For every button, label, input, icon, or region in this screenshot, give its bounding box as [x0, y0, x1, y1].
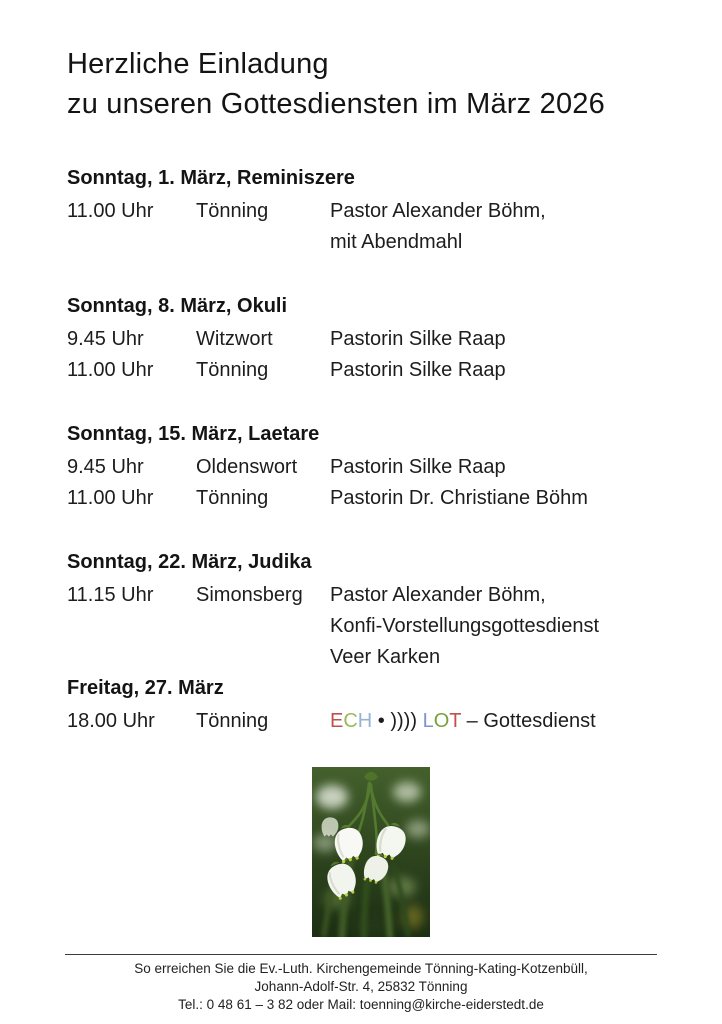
echolot-segment: • )))) [372, 710, 423, 732]
service-row [67, 706, 674, 737]
service-day-heading: Sonntag, 22. März, Judika [67, 551, 312, 573]
flower-photo [312, 767, 430, 937]
title-line-2: zu unseren Gottesdiensten im März 2026 [67, 88, 605, 120]
footer-line-1: So erreichen Sie die Ev.-Luth. Kirchengemeinde Tönning-Kating-Kotzenbüll, [134, 961, 588, 976]
service-detail: Pastorin Dr. Christiane Böhm [330, 487, 588, 509]
service-time: 9.45 Uhr [67, 456, 144, 478]
page-title [67, 44, 674, 124]
service-detail: Pastorin Silke Raap [330, 328, 506, 350]
service-place: Witzwort [196, 328, 273, 350]
footer-line-3: Tel.: 0 48 61 – 3 82 oder Mail: toenning@kirche-eiderstedt.de [178, 997, 544, 1012]
service-time: 11.00 Uhr [67, 200, 154, 222]
service-place: Simonsberg [196, 584, 303, 606]
service-day-heading: Sonntag, 15. März, Laetare [67, 423, 320, 445]
service-day-heading: Sonntag, 1. März, Reminiszere [67, 167, 355, 189]
service-time: 11.15 Uhr [67, 584, 154, 606]
echolot-segment: T [449, 710, 462, 732]
service-row [67, 355, 674, 386]
echolot-segment: C [343, 710, 358, 732]
echolot-segment: L [422, 710, 434, 732]
service-detail [330, 580, 674, 673]
service-place: Oldenswort [196, 456, 298, 478]
service-section-4 [67, 547, 674, 673]
service-section-1 [67, 163, 674, 258]
service-time: 18.00 Uhr [67, 710, 155, 732]
echolot-segment: H [357, 710, 373, 732]
service-row [67, 580, 674, 673]
service-place: Tönning [196, 359, 269, 381]
footer-divider [65, 954, 657, 955]
service-detail [330, 196, 674, 258]
service-detail-line: Veer Karken [330, 646, 441, 668]
service-place: Tönning [196, 710, 269, 732]
service-row [67, 196, 674, 258]
service-detail: Pastorin Silke Raap [330, 359, 506, 381]
footer-line-2: Johann-Adolf-Str. 4, 25832 Tönning [254, 979, 468, 994]
title-line-1: Herzliche Einladung [67, 48, 329, 80]
service-section-5 [67, 673, 674, 737]
photo-container [67, 767, 674, 937]
echolot-segment: E [330, 710, 344, 732]
echolot-text [330, 706, 674, 737]
service-section-3 [67, 419, 674, 514]
service-detail-line: Konfi-Vorstellungsgottesdienst [330, 615, 600, 637]
service-day-heading: Freitag, 27. März [67, 677, 224, 699]
service-time: 11.00 Uhr [67, 359, 154, 381]
service-row [67, 324, 674, 355]
service-day-heading: Sonntag, 8. März, Okuli [67, 295, 288, 317]
service-detail-line: Pastor Alexander Böhm, [330, 584, 546, 606]
echolot-segment: – Gottesdienst [461, 710, 596, 732]
service-place: Tönning [196, 200, 269, 222]
service-row [67, 483, 674, 514]
service-row [67, 452, 674, 483]
service-detail-line: Pastor Alexander Böhm, [330, 200, 546, 222]
echolot-segment: O [433, 710, 450, 732]
service-section-2 [67, 291, 674, 386]
service-detail: Pastorin Silke Raap [330, 456, 506, 478]
service-time: 11.00 Uhr [67, 487, 154, 509]
service-time: 9.45 Uhr [67, 328, 144, 350]
service-place: Tönning [196, 487, 269, 509]
service-detail-line: mit Abendmahl [330, 231, 463, 253]
footer [0, 954, 722, 1014]
flyer-content [0, 44, 722, 937]
